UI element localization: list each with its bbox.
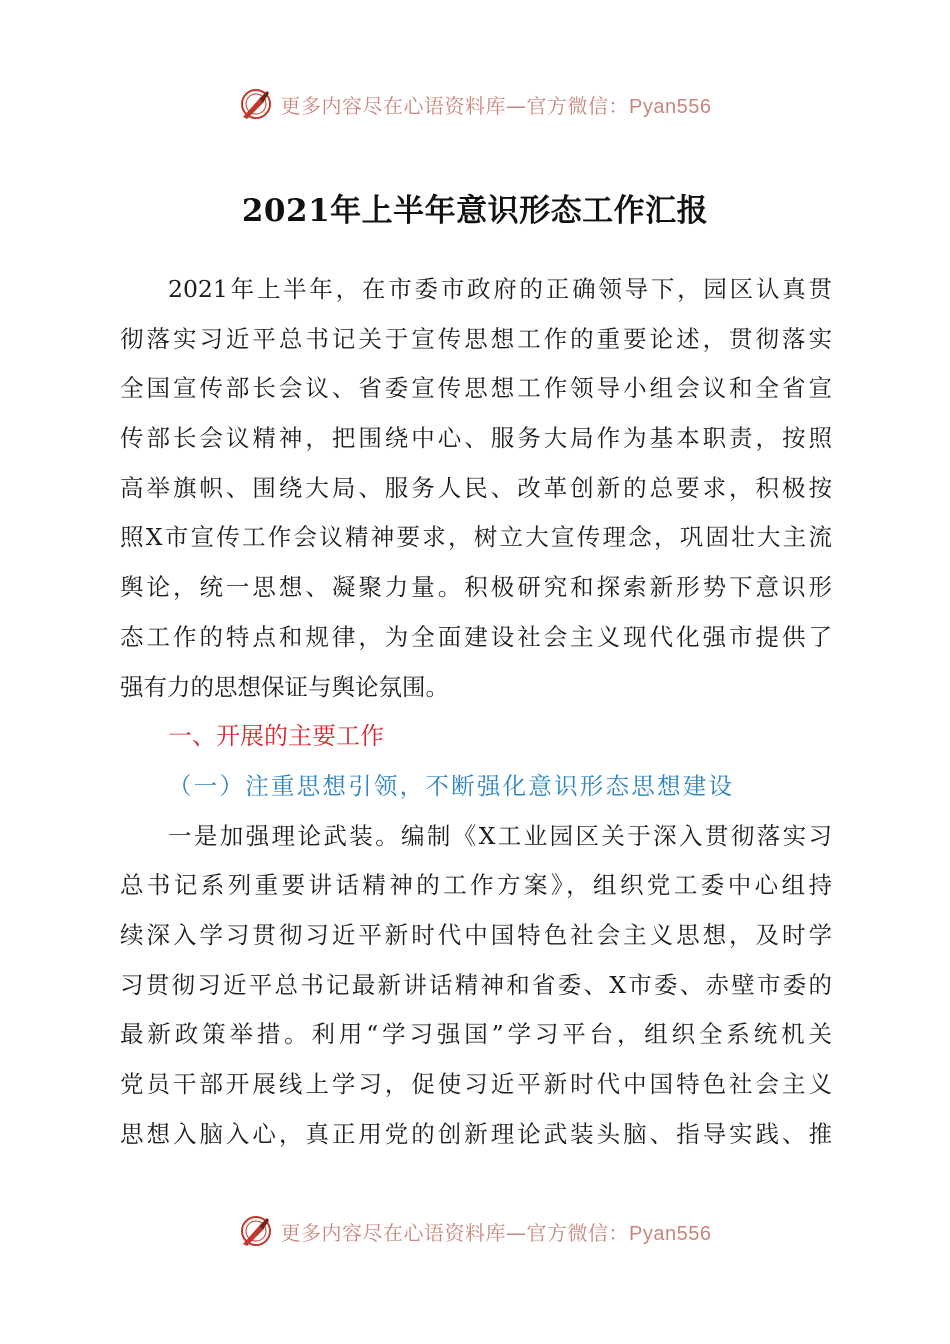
paragraph-line: 总书记系列重要讲话精神的工作方案》，组织党工委中心组持: [120, 871, 832, 900]
paragraph-line: 全国宣传部长会议、省委宣传思想工作领导小组会议和全省宣: [120, 374, 832, 403]
paragraph-line: 高举旗帜、围绕大局、服务人民、改革创新的总要求，积极按: [120, 473, 832, 502]
paragraph-line: 一是加强理论武装。编制《X工业园区关于深入贯彻落实习: [168, 821, 832, 850]
paragraph-line: 舆论，统一思想、凝聚力量。积极研究和探索新形势下意识形: [120, 573, 832, 602]
header-banner: [0, 84, 950, 124]
banner-text: 更多内容尽在心语资料库—官方微信：Pyan556: [280, 93, 712, 118]
paragraph-line: 2021年上半年，在市委市政府的正确领导下，园区认真贯: [168, 275, 832, 303]
paragraph-line: 习贯彻习近平总书记最新讲话精神和省委、X市委、赤壁市委的: [120, 970, 832, 999]
paragraph-line: 续深入学习贯彻习近平新时代中国特色社会主义思想，及时学: [120, 920, 832, 949]
document-body: [120, 265, 832, 1159]
wechat-id: Pyan556: [629, 95, 712, 118]
pen-nib-logo-icon: [239, 87, 273, 121]
paragraph-line: 思想入脑入心，真正用党的创新理论武装头脑、指导实践、推: [120, 1119, 832, 1148]
pen-nib-logo-icon: [239, 1214, 273, 1248]
paragraph-line: 党员干部开展线上学习，促使习近平新时代中国特色社会主义: [120, 1070, 832, 1098]
banner-text: 更多内容尽在心语资料库—官方微信：Pyan556: [280, 1220, 712, 1245]
paragraph-line: 照X市宣传工作会议精神要求，树立大宣传理念，巩固壮大主流: [120, 523, 832, 552]
document-title: 2021年上半年意识形态工作汇报: [241, 193, 709, 229]
paragraph-line: 强有力的思想保证与舆论氛围。: [120, 672, 449, 701]
paragraph-line: 最新政策举措。利用“学习强国”学习平台，组织全系统机关: [120, 1020, 832, 1049]
paragraph-line: 传部长会议精神，把围绕中心、服务大局作为基本职责，按照: [120, 424, 832, 453]
paragraph-line: 彻落实习近平总书记关于宣传思想工作的重要论述，贯彻落实: [120, 324, 832, 353]
wechat-id: Pyan556: [629, 1222, 712, 1245]
section-heading: 一、开展的主要工作: [168, 722, 384, 751]
paragraph-line: 态工作的特点和规律，为全面建设社会主义现代化强市提供了: [120, 622, 832, 651]
subsection-heading: （一）注重思想引领，不断强化意识形态思想建设: [168, 771, 732, 800]
footer-banner: [0, 1211, 950, 1251]
